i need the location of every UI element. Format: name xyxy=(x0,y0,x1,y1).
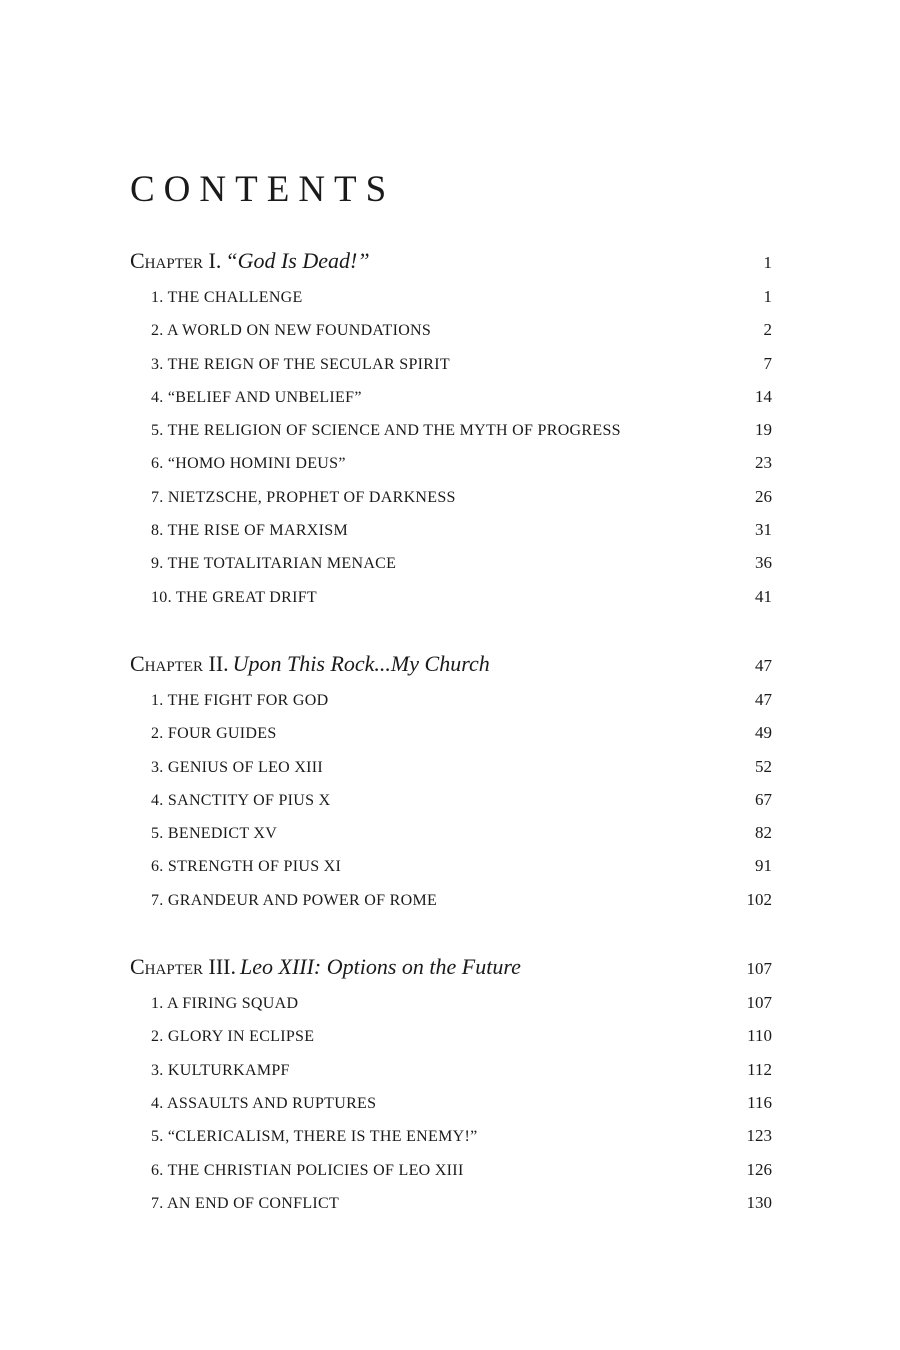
chapter-page-number: 1 xyxy=(763,253,772,272)
toc-entry[interactable] xyxy=(130,1053,772,1086)
toc-entry-title: 3. GENIUS OF LEO XIII xyxy=(151,758,324,776)
chapter-label: Chapter II. xyxy=(130,650,229,676)
toc-entry[interactable] xyxy=(130,513,772,546)
toc-entry-title: 5. BENEDICT XV xyxy=(151,825,278,843)
toc-entry-title: 7. AN END OF CONFLICT xyxy=(151,1194,340,1212)
toc-entry-title: 4. ASSAULTS AND RUPTURES xyxy=(151,1094,377,1112)
toc-entry[interactable] xyxy=(130,446,772,479)
toc-entry-page-number: 52 xyxy=(755,756,772,776)
toc-entry[interactable] xyxy=(130,280,772,313)
toc-entry-title: 1. THE FIGHT FOR GOD xyxy=(151,691,329,709)
chapter-heading[interactable] xyxy=(130,242,772,280)
toc-entry-page-number: 123 xyxy=(746,1126,772,1146)
toc-entry-title: 6. “HOMO HOMINI DEUS” xyxy=(151,455,346,473)
chapter-page-number: 107 xyxy=(746,959,772,979)
chapter-block xyxy=(130,948,772,1219)
toc-entry-page-number: 23 xyxy=(755,453,772,473)
toc-entry[interactable] xyxy=(130,1153,772,1186)
toc-entry-title: 1. A FIRING SQUAD xyxy=(151,995,299,1013)
toc-entry[interactable] xyxy=(130,783,772,816)
toc-entry[interactable] xyxy=(130,683,772,716)
chapter-title: Upon This Rock...My Church xyxy=(232,650,490,676)
chapter-title: “God Is Dead!” xyxy=(225,248,370,273)
toc-entry-page-number: 49 xyxy=(755,723,772,743)
toc-entry-title: 6. THE CHRISTIAN POLICIES OF LEO XIII xyxy=(151,1161,464,1179)
toc-entry-page-number: 110 xyxy=(747,1026,772,1046)
toc-entry[interactable] xyxy=(130,883,772,916)
chapter-block xyxy=(130,645,772,916)
toc-entry[interactable] xyxy=(130,816,772,849)
toc-entry[interactable] xyxy=(130,716,772,749)
page-title: CONTENTS xyxy=(130,169,396,210)
toc-entry-page-number: 47 xyxy=(755,689,772,709)
toc-entry-page-number: 82 xyxy=(755,823,772,843)
toc-entry[interactable] xyxy=(130,986,772,1019)
toc-entry-title: 2. A WORLD ON NEW FOUNDATIONS xyxy=(151,322,432,340)
toc-entry-page-number: 41 xyxy=(755,586,772,606)
toc-entry-page-number: 36 xyxy=(755,553,772,573)
toc-entry-title: 4. “BELIEF AND UNBELIEF” xyxy=(151,388,362,406)
toc-entry-title: 10. THE GREAT DRIFT xyxy=(151,588,318,606)
toc-entry[interactable] xyxy=(130,380,772,413)
toc-entry-page-number: 107 xyxy=(746,993,772,1013)
toc-entry-title: 8. THE RISE OF MARXISM xyxy=(151,522,348,540)
toc-entry-title: 6. STRENGTH OF PIUS XI xyxy=(151,858,342,876)
toc-entry[interactable] xyxy=(130,1119,772,1152)
toc-entry[interactable] xyxy=(130,849,772,882)
chapter-label: Chapter I. xyxy=(130,248,222,273)
toc-entry[interactable] xyxy=(130,347,772,380)
toc-entry-title: 1. THE CHALLENGE xyxy=(151,289,303,306)
toc-entry-page-number: 130 xyxy=(746,1192,772,1212)
toc-entry[interactable] xyxy=(130,546,772,579)
toc-entry[interactable] xyxy=(130,1186,772,1219)
chapter-page-number: 47 xyxy=(755,655,772,675)
toc-entry-page-number: 126 xyxy=(746,1159,772,1179)
toc-entry-page-number: 19 xyxy=(755,420,772,440)
toc-entry[interactable] xyxy=(130,1019,772,1052)
chapter-title-group xyxy=(130,242,370,283)
chapter-title-group xyxy=(130,645,490,686)
toc-entry-page-number: 14 xyxy=(755,386,772,406)
toc-entry-page-number: 102 xyxy=(746,889,772,909)
toc-entry-page-number: 67 xyxy=(755,789,772,809)
toc-entry-title: 9. THE TOTALITARIAN MENACE xyxy=(151,555,397,573)
toc-entry-page-number: 116 xyxy=(747,1092,772,1112)
chapter-title: Leo XIII: Options on the Future xyxy=(240,954,521,980)
toc-entry[interactable] xyxy=(130,313,772,346)
chapter-heading[interactable] xyxy=(130,645,772,683)
chapter-label: Chapter III. xyxy=(130,954,236,980)
chapter-block xyxy=(130,242,772,613)
toc-entry-page-number: 91 xyxy=(755,856,772,876)
toc-entry-title: 5. “CLERICALISM, THERE IS THE ENEMY!” xyxy=(151,1128,478,1146)
toc-entry-page-number: 1 xyxy=(763,287,772,306)
toc-entry[interactable] xyxy=(130,480,772,513)
toc-entry[interactable] xyxy=(130,1086,772,1119)
toc-entry-title: 5. THE RELIGION OF SCIENCE AND THE MYTH OF PROGRESS xyxy=(151,422,621,440)
toc-entry-title: 3. KULTURKAMPF xyxy=(151,1061,290,1079)
toc-entry-title: 3. THE REIGN OF THE SECULAR SPIRIT xyxy=(151,355,450,373)
toc-entry-page-number: 112 xyxy=(747,1059,772,1079)
toc-entry[interactable] xyxy=(130,413,772,446)
toc-entry-page-number: 7 xyxy=(763,353,772,373)
toc-entry-title: 7. NIETZSCHE, PROPHET OF DARKNESS xyxy=(151,488,456,506)
chapter-heading[interactable] xyxy=(130,948,772,986)
toc-entry[interactable] xyxy=(130,750,772,783)
toc-entry-page-number: 26 xyxy=(755,486,772,506)
toc-entry-title: 2. FOUR GUIDES xyxy=(151,725,277,743)
table-of-contents xyxy=(130,242,772,1251)
toc-entry[interactable] xyxy=(130,580,772,613)
chapter-title-group xyxy=(130,948,521,989)
toc-entry-title: 2. GLORY IN ECLIPSE xyxy=(151,1028,315,1046)
toc-entry-page-number: 31 xyxy=(755,520,772,540)
toc-entry-title: 4. SANCTITY OF PIUS X xyxy=(151,791,331,809)
toc-entry-title: 7. GRANDEUR AND POWER OF ROME xyxy=(151,891,438,909)
toc-entry-page-number: 2 xyxy=(763,320,772,340)
